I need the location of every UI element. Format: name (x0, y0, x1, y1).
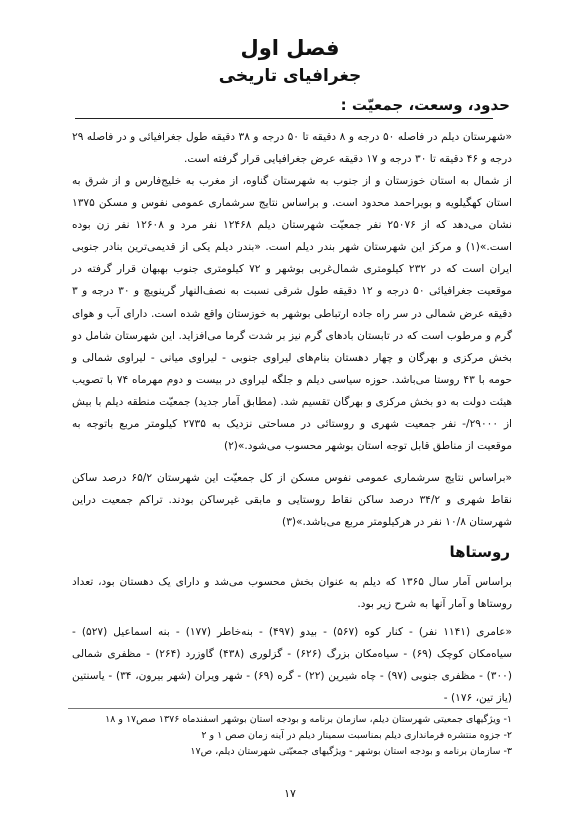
chapter-subtitle: جغرافیای تاریخی (218, 66, 362, 86)
footnote-item: ۱- ویژگیهای جمعیتی شهرستان دیلم، سازمان برنامه و بودجه استان بوشهر اسفندماه ۱۳۷۶ صص۱۷ و ۱۸ (105, 714, 512, 725)
footnote-item: ۲- جزوه منتشره فرمانداری دیلم بمناسبت سمینار دیلم در آینه زمان صص ۱ و ۲ (201, 730, 512, 741)
paragraph-borders-population: از شمال به استان خوزستان و از جنوب به شهرستان گناوه، از مغرب به خلیج‌فارس و از شرق به استان کهگیلویه و بویراحمد محدود است. و براساس نتایج سرشماری عمومی نفوس و مسکن ۱۳۷۵ نشان می‌دهد که از ۲۵۰۷۶ نفر جمعیّت شهرستان دیلم ۱۲۴۶۸ نفر مرد و ۱۲۶۰۸ نفر زن بوده است.»(۱) و مرکز این شهرستان شهر بندر دیلم است. «بندر دیلم یکی از قدیمی‌ترین بنادر جنوبی ایران است که در ۲۳۲ کیلومتری شمال‌غربی بوشهر و ۷۲ کیلومتری جنوب بهبهان قرار گرفته در موقعیت جغرافیائی ۵۰ درجه و ۱۲ دقیقه طول شرقی نسبت به نصف‌النهار گرینویچ و ۳۰ درجه و ۳ دقیقه عرض شمالی در سر راه جاده ارتباطی بوشهر به خوزستان واقع شده است. دارای آب و هوای گرم و مرطوب است که در تابستان بادهای گرم نیز بر شدت گرما می‌افزاید. این شهرستان شامل دو بخش مرکزی و بهرگان و چهار دهستان بنام‌های لیراوی جنوبی - لیراوی میانی - لیراوی شمالی و حومه با ۴۳ روستا می‌باشد. حوزه سیاسی دیلم و جلگه لیراوی در بیست و دوم مهرماه ۷۴ با تصویب هیئت دولت به دو بخش مرکزی و بهرگان تقسیم شد. (مطابق آمار جدید) جمعیّت منطقه دیلم با بیش از ۲۹۰۰۰/- نفر جمعیت شهری و روستائی در مساحتی نزدیک به ۲۷۳۵ کیلومتر مربع باتوجه به موقعیت از مناطق قابل توجه استان بوشهر محسوب می‌شود.»(۲) (72, 175, 513, 453)
section-heading-villages: روستاها (449, 543, 510, 561)
footnote-item: ۳- سازمان برنامه و بودجه استان بوشهر - ویژگیهای جمعیّتی شهرستان دیلم، ص۱۷ (190, 746, 512, 757)
footnote-divider (68, 708, 508, 709)
paragraph-census: «براساس نتایج سرشماری عمومی نفوس مسکن از کل جمعیّت این شهرستان ۶۵/۲ درصد ساکن نقاط شهری و ۳۴/۲ درصد ساکن نقاط روستایی و مابقی غیرساکن بودند. تراکم جمعیت دراین شهرستان ۱۰/۸ نفر در هرکیلومتر مربع می‌باشد.»(۳) (72, 472, 513, 529)
paragraph-villages-intro: براساس آمار سال ۱۳۶۵ که دیلم به عنوان بخش محسوب می‌شد و دارای یک دهستان بود، تعداد روستاها و آمار آنها به شرح زیر بود. (72, 576, 512, 611)
page-number: ۱۷ (284, 787, 296, 800)
heading-underline (75, 118, 493, 119)
paragraph-villages-list: «عامری (۱۱۴۱ نفر) - کنار کوه (۵۶۷) - بیدو (۴۹۷) - بنه‌خاطر (۱۷۷) - بنه اسماعیل (۵۲۷) - سیاه‌مکان کوچک (۶۹) - سیاه‌مکان بزرگ (۶۲۶) - گزلوری (۴۳۸) گاوزرد (۲۶۴) - مظفری شمالی (۳۰۰) - مظفری جنوبی (۹۷) - چاه شیرین (۲۲) - گره (۶۹) - شهر ویران (شهر بیرون، ۳۴) - یاسنتین (یاز تین، ۱۷۶) - (72, 626, 513, 705)
footnotes (72, 712, 512, 760)
chapter-title: فصل اول (240, 36, 340, 60)
section-heading-boundaries: حدود، وسعت، جمعیّت : (340, 96, 510, 114)
paragraph-coordinates: «شهرستان دیلم در فاصله ۵۰ درجه و ۸ دقیقه تا ۵۰ درجه و ۳۸ دقیقه طول جغرافیائی و در فاصله ۲۹ درجه و ۴۶ دقیقه تا ۳۰ درجه و ۱۷ دقیقه عرض جغرافیایی قرار گرفته است. (72, 131, 512, 166)
